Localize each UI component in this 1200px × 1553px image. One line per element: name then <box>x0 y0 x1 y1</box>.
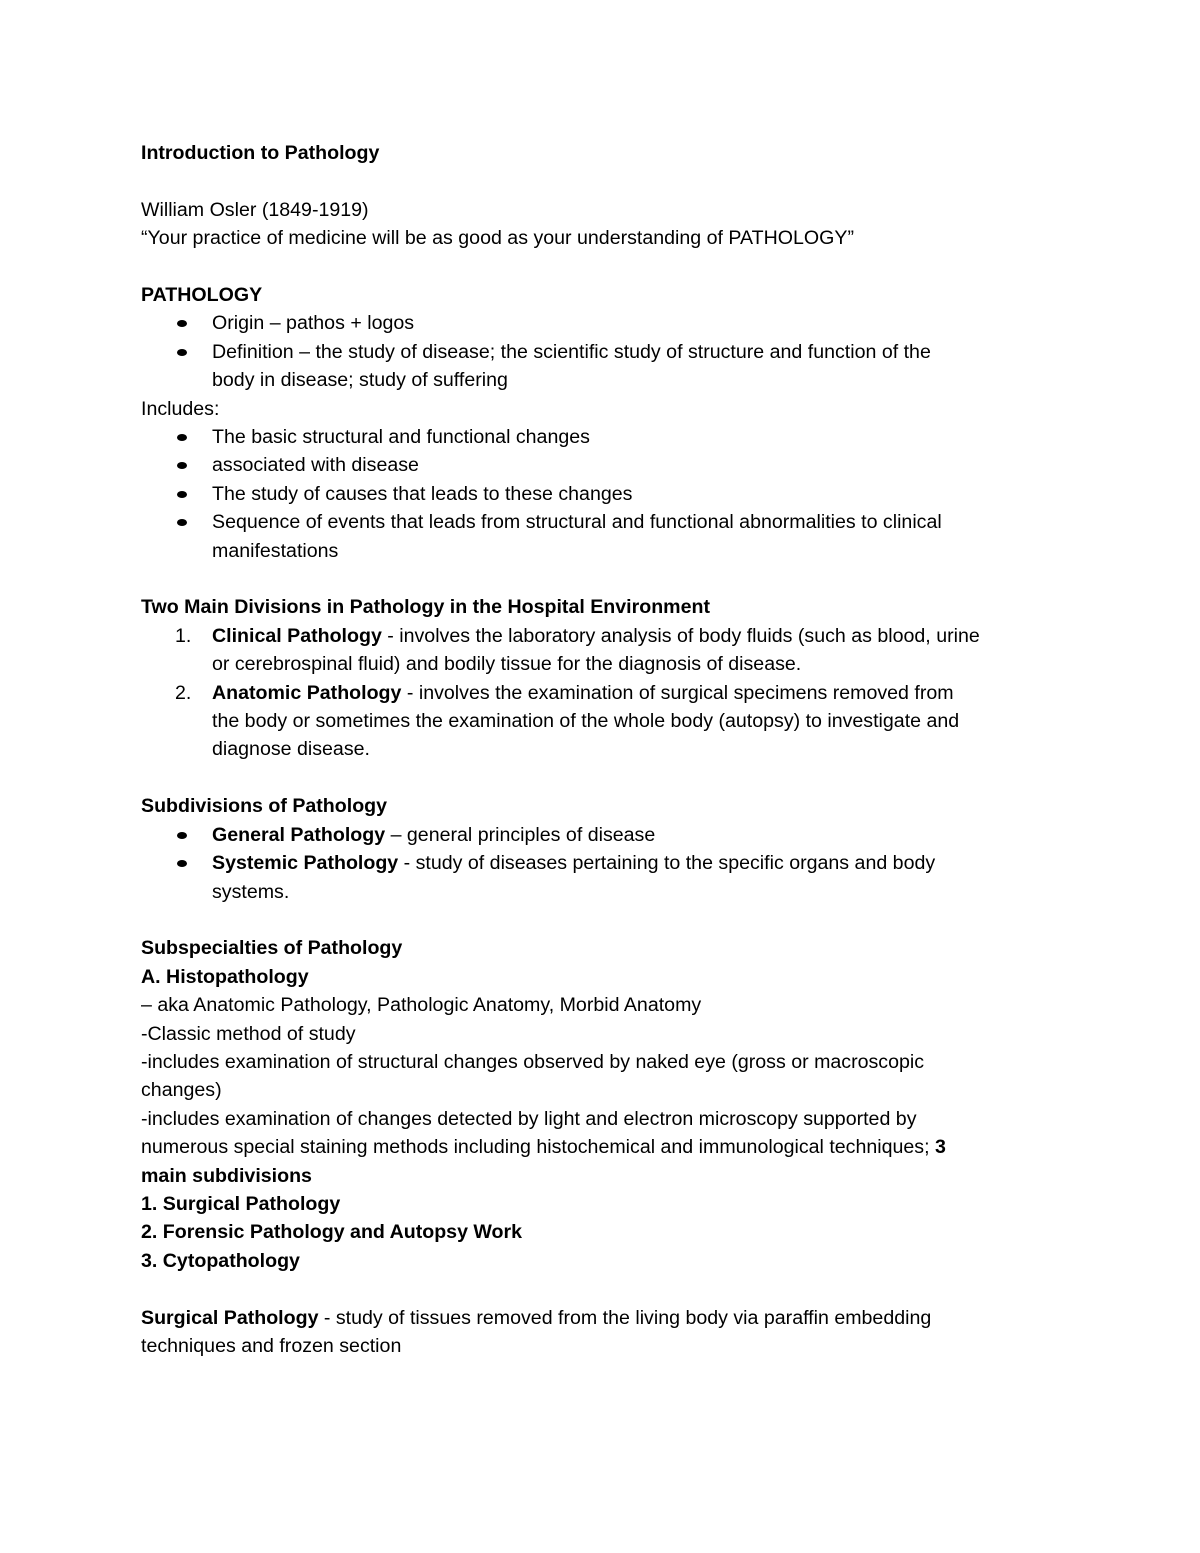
spacer <box>141 906 1061 934</box>
list-item <box>141 622 1061 679</box>
clinical-pathology-desc: - involves the laboratory analysis of body fluids (such as blood, urine <box>381 624 980 647</box>
histopathology-heading: A. Histopathology <box>141 965 309 988</box>
spacer <box>141 1275 1061 1303</box>
include-text: Sequence of events that leads from structural and functional abnormalities to clinical <box>212 511 942 534</box>
includes-label: Includes: <box>141 397 220 420</box>
subdivisions-count: 3 <box>935 1136 946 1159</box>
spacer <box>141 167 1061 195</box>
bullet-icon <box>177 462 187 469</box>
list-item <box>141 309 1061 337</box>
list-item <box>141 821 1061 849</box>
spacer <box>141 764 1061 792</box>
bullet-icon <box>177 519 187 526</box>
subdivision-item-surgical: 1. Surgical Pathology <box>141 1192 341 1215</box>
systemic-pathology-term: Systemic Pathology <box>212 852 399 875</box>
microscopy-line: -includes examination of changes detected by light and electron microscopy supported by <box>141 1107 917 1130</box>
general-pathology-desc: – general principles of disease <box>385 823 656 846</box>
systemic-pathology-desc: - study of diseases pertaining to the specific organs and body <box>398 852 936 875</box>
gross-changes-line-cont: changes) <box>141 1079 222 1102</box>
list-item <box>141 338 1061 395</box>
list-item <box>141 849 1061 906</box>
list-item <box>141 423 1061 451</box>
bullet-icon <box>177 320 187 327</box>
definition-text-cont: body in disease; study of suffering <box>212 369 508 392</box>
anatomic-pathology-desc-cont: the body or sometimes the examination of the whole body (autopsy) to investigate and <box>212 710 960 733</box>
list-number: 1. <box>175 624 192 647</box>
microscopy-text: numerous special staining methods including histochemical and immunological techniques; <box>141 1136 935 1159</box>
anatomic-pathology-desc-cont: diagnose disease. <box>212 738 370 761</box>
spacer <box>141 253 1061 281</box>
osler-quote: “Your practice of medicine will be as good as your understanding of PATHOLOGY” <box>141 227 854 250</box>
divisions-numbered-list <box>141 622 1061 764</box>
origin-text: Origin – pathos + logos <box>212 312 415 335</box>
include-text: The basic structural and functional changes <box>212 426 590 449</box>
bullet-icon <box>177 349 187 356</box>
subdivisions-heading: Subdivisions of Pathology <box>141 795 388 818</box>
microscopy-line-cont <box>141 1133 1061 1161</box>
pathology-bullet-list <box>141 309 1061 394</box>
bullet-icon <box>177 434 187 441</box>
list-number: 2. <box>175 681 192 704</box>
document-page <box>141 139 1061 1360</box>
definition-text: Definition – the study of disease; the scientific study of structure and function of the <box>212 340 931 363</box>
anatomic-pathology-desc: - involves the examination of surgical specimens removed from <box>401 681 954 704</box>
subdivisions-bullet-list <box>141 821 1061 906</box>
main-subdivisions-label: main subdivisions <box>141 1164 312 1187</box>
bullet-icon <box>177 860 187 867</box>
list-item <box>141 480 1061 508</box>
include-text-cont: manifestations <box>212 539 339 562</box>
anatomic-pathology-term: Anatomic Pathology <box>212 681 402 704</box>
spacer <box>141 565 1061 593</box>
list-item <box>141 508 1061 565</box>
clinical-pathology-term: Clinical Pathology <box>212 624 382 647</box>
subdivision-item-forensic: 2. Forensic Pathology and Autopsy Work <box>141 1221 523 1244</box>
aka-line: – aka Anatomic Pathology, Pathologic Anatomy, Morbid Anatomy <box>141 994 702 1017</box>
surgical-pathology-desc-cont: techniques and frozen section <box>141 1334 402 1357</box>
list-item <box>141 451 1061 479</box>
list-item <box>141 679 1061 764</box>
gross-changes-line: -includes examination of structural changes observed by naked eye (gross or macroscopic <box>141 1050 925 1073</box>
author-line: William Osler (1849-1919) <box>141 198 369 221</box>
bullet-icon <box>177 491 187 498</box>
subdivision-item-cytopathology: 3. Cytopathology <box>141 1249 300 1272</box>
bullet-icon <box>177 832 187 839</box>
divisions-heading: Two Main Divisions in Pathology in the Hospital Environment <box>141 596 710 619</box>
classic-method-line: -Classic method of study <box>141 1022 356 1045</box>
surgical-pathology-term: Surgical Pathology <box>141 1306 319 1329</box>
subspecialties-heading: Subspecialties of Pathology <box>141 937 403 960</box>
include-text: associated with disease <box>212 454 419 477</box>
include-text: The study of causes that leads to these changes <box>212 482 633 505</box>
pathology-heading: PATHOLOGY <box>141 284 263 306</box>
systemic-pathology-desc-cont: systems. <box>212 880 290 903</box>
surgical-pathology-paragraph <box>141 1304 1061 1332</box>
clinical-pathology-desc-cont: or cerebrospinal fluid) and bodily tissue for the diagnosis of disease. <box>212 653 802 676</box>
document-title: Introduction to Pathology <box>141 142 380 164</box>
surgical-pathology-desc: - study of tissues removed from the living body via paraffin embedding <box>318 1306 932 1329</box>
includes-bullet-list <box>141 423 1061 565</box>
general-pathology-term: General Pathology <box>212 823 386 846</box>
